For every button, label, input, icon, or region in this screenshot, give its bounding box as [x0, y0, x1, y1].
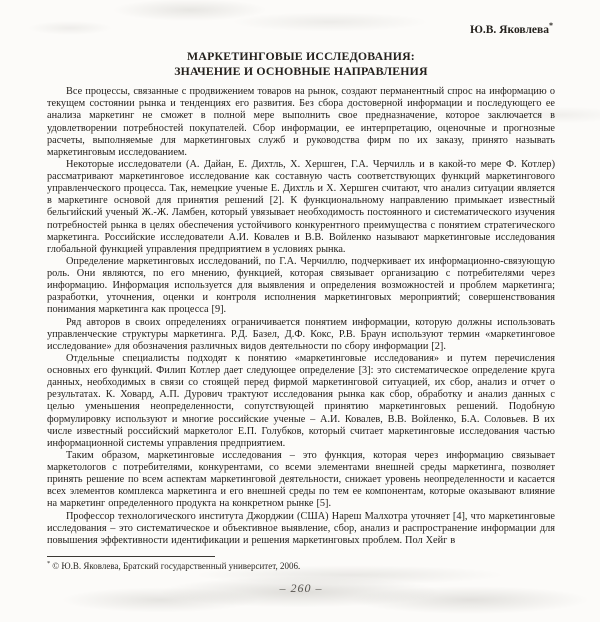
article-title: [47, 49, 555, 78]
paragraph: Таким образом, маркетинговые исследования – это функция, которая через информацию связывает маркетологов с потребителями, конкурентами, со всеми элементами внешней среды маркетинга, позволяет принять решение по всем аспектам маркетинговой деятельности, снижает уровень неопределенности и касается всех элементов комплекса маркетинга и его внешней среды по тем ее компонентам, которые оказывают влияние на маркетинг определенного продукта на конкретном рынке [5].: [47, 449, 555, 510]
footnote-text: © Ю.В. Яковлева, Братский государственный университет, 2006.: [52, 560, 301, 571]
paragraph: Профессор технологического института Джорджии (США) Нареш Малхотра уточняет [4], что маркетинговые исследования – это систематическое и объективное выявление, сбор, анализ и распространение информации для повышения эффективности идентификации и решения маркетинговых проблем. Пол Хейг в: [47, 510, 555, 546]
footnote-marker: *: [47, 559, 51, 567]
author-name: Ю.В. Яковлева: [469, 24, 549, 36]
paragraph: Все процессы, связанные с продвижением товаров на рынок, создают перманентный спрос на информацию о текущем состоянии рынка и тенденциях его развития. Без сбора достоверной информации и последующего ее анализа маркетинг не сможет в полной мере выполнить свое предназначение, которое заключается в удовлетворении потребностей покупателей. Сбор информации, ее интерпретацию, оценочные и прогнозные расчеты, выполняемые для маркетинговых служб и руководства фирм по их заказу, принято называть маркетинговым исследованием.: [47, 86, 555, 158]
paragraph: Некоторые исследователи (А. Дайан, Е. Дихтль, Х. Хершген, Г.А. Черчилль и в какой-то мере Ф. Котлер) рассматривают маркетинговое исследование как составную часть соответствующих функций маркетингового управленческого процесса. Так, немецкие ученые Е. Дихтль и Х. Хершген считают, что анализ ситуации является в маркетинге основой для принятия решений [2]. К функциональному направлению примыкает известный бельгийский ученый Ж.-Ж. Ламбен, который увязывает необходимость постоянного и систематического изучения потребностей рынка в целях обеспечения устойчивого конкурентного преимущества с понятием стратегического маркетинга. Российские исследователи А.И. Ковалев и В.В. Войленко называют маркетинговые исследования глобальной функцией управления предприятием в условиях рынка.: [47, 158, 555, 255]
article-title-line2: ЗНАЧЕНИЕ И ОСНОВНЫЕ НАПРАВЛЕНИЯ: [174, 63, 428, 78]
page-number: – 260 –: [279, 580, 323, 595]
footnote: [47, 561, 555, 572]
footnote-block: [47, 556, 555, 572]
paragraph: Определение маркетинговых исследований, по Г.А. Черчиллю, подчеркивает их информационно-связующую роль. Они являются, по его мнению, функцией, которая связывает организацию с потребителями через информацию. Информация используется для выявления и определения возможностей и проблем маркетинга; разработки, уточнения, оценки и контроля исполнения маркетинговых мероприятий; совершенствования понимания маркетинга как процесса [9].: [47, 255, 555, 316]
author-footnote-marker: *: [549, 21, 553, 31]
paragraph: Ряд авторов в своих определениях ограничивается понятием информации, которую должны использовать управленческие структуры маркетинга. Р.Д. Базел, Д.Ф. Кокс, Р.В. Браун используют термин «маркетинговое исследование» для обозначения различных видов деятельности по сбору информации [2].: [47, 316, 555, 352]
article-title-line1: МАРКЕТИНГОВЫЕ ИССЛЕДОВАНИЯ:: [187, 49, 415, 63]
article-body: [47, 86, 555, 547]
paragraph: Отдельные специалисты подходят к понятию «маркетинговые исследования» и путем перечисления основных его функций. Филип Котлер дает следующее определение [3]: это систематическое определение круга данных, необходимых в связи со стоящей перед фирмой маркетинговой ситуацией, их сбор, анализ и отчет о результатах. К. Ховард, А.П. Дурович трактуют исследования рынка как сбор, обработку и анализ данных с целью уменьшения неопределенности, сопутствующей принятию маркетинговых решений. Подобную формулировку используют и многие российские ученые – А.И. Ковалев, В.В. Войленко, Б.А. Соловьев. В их числе известный российский маркетолог Е.П. Голубков, который считает маркетинговые исследования частью информационной системы управления предприятием.: [47, 352, 555, 449]
footnote-separator: [47, 556, 215, 557]
author-byline: [47, 21, 555, 37]
